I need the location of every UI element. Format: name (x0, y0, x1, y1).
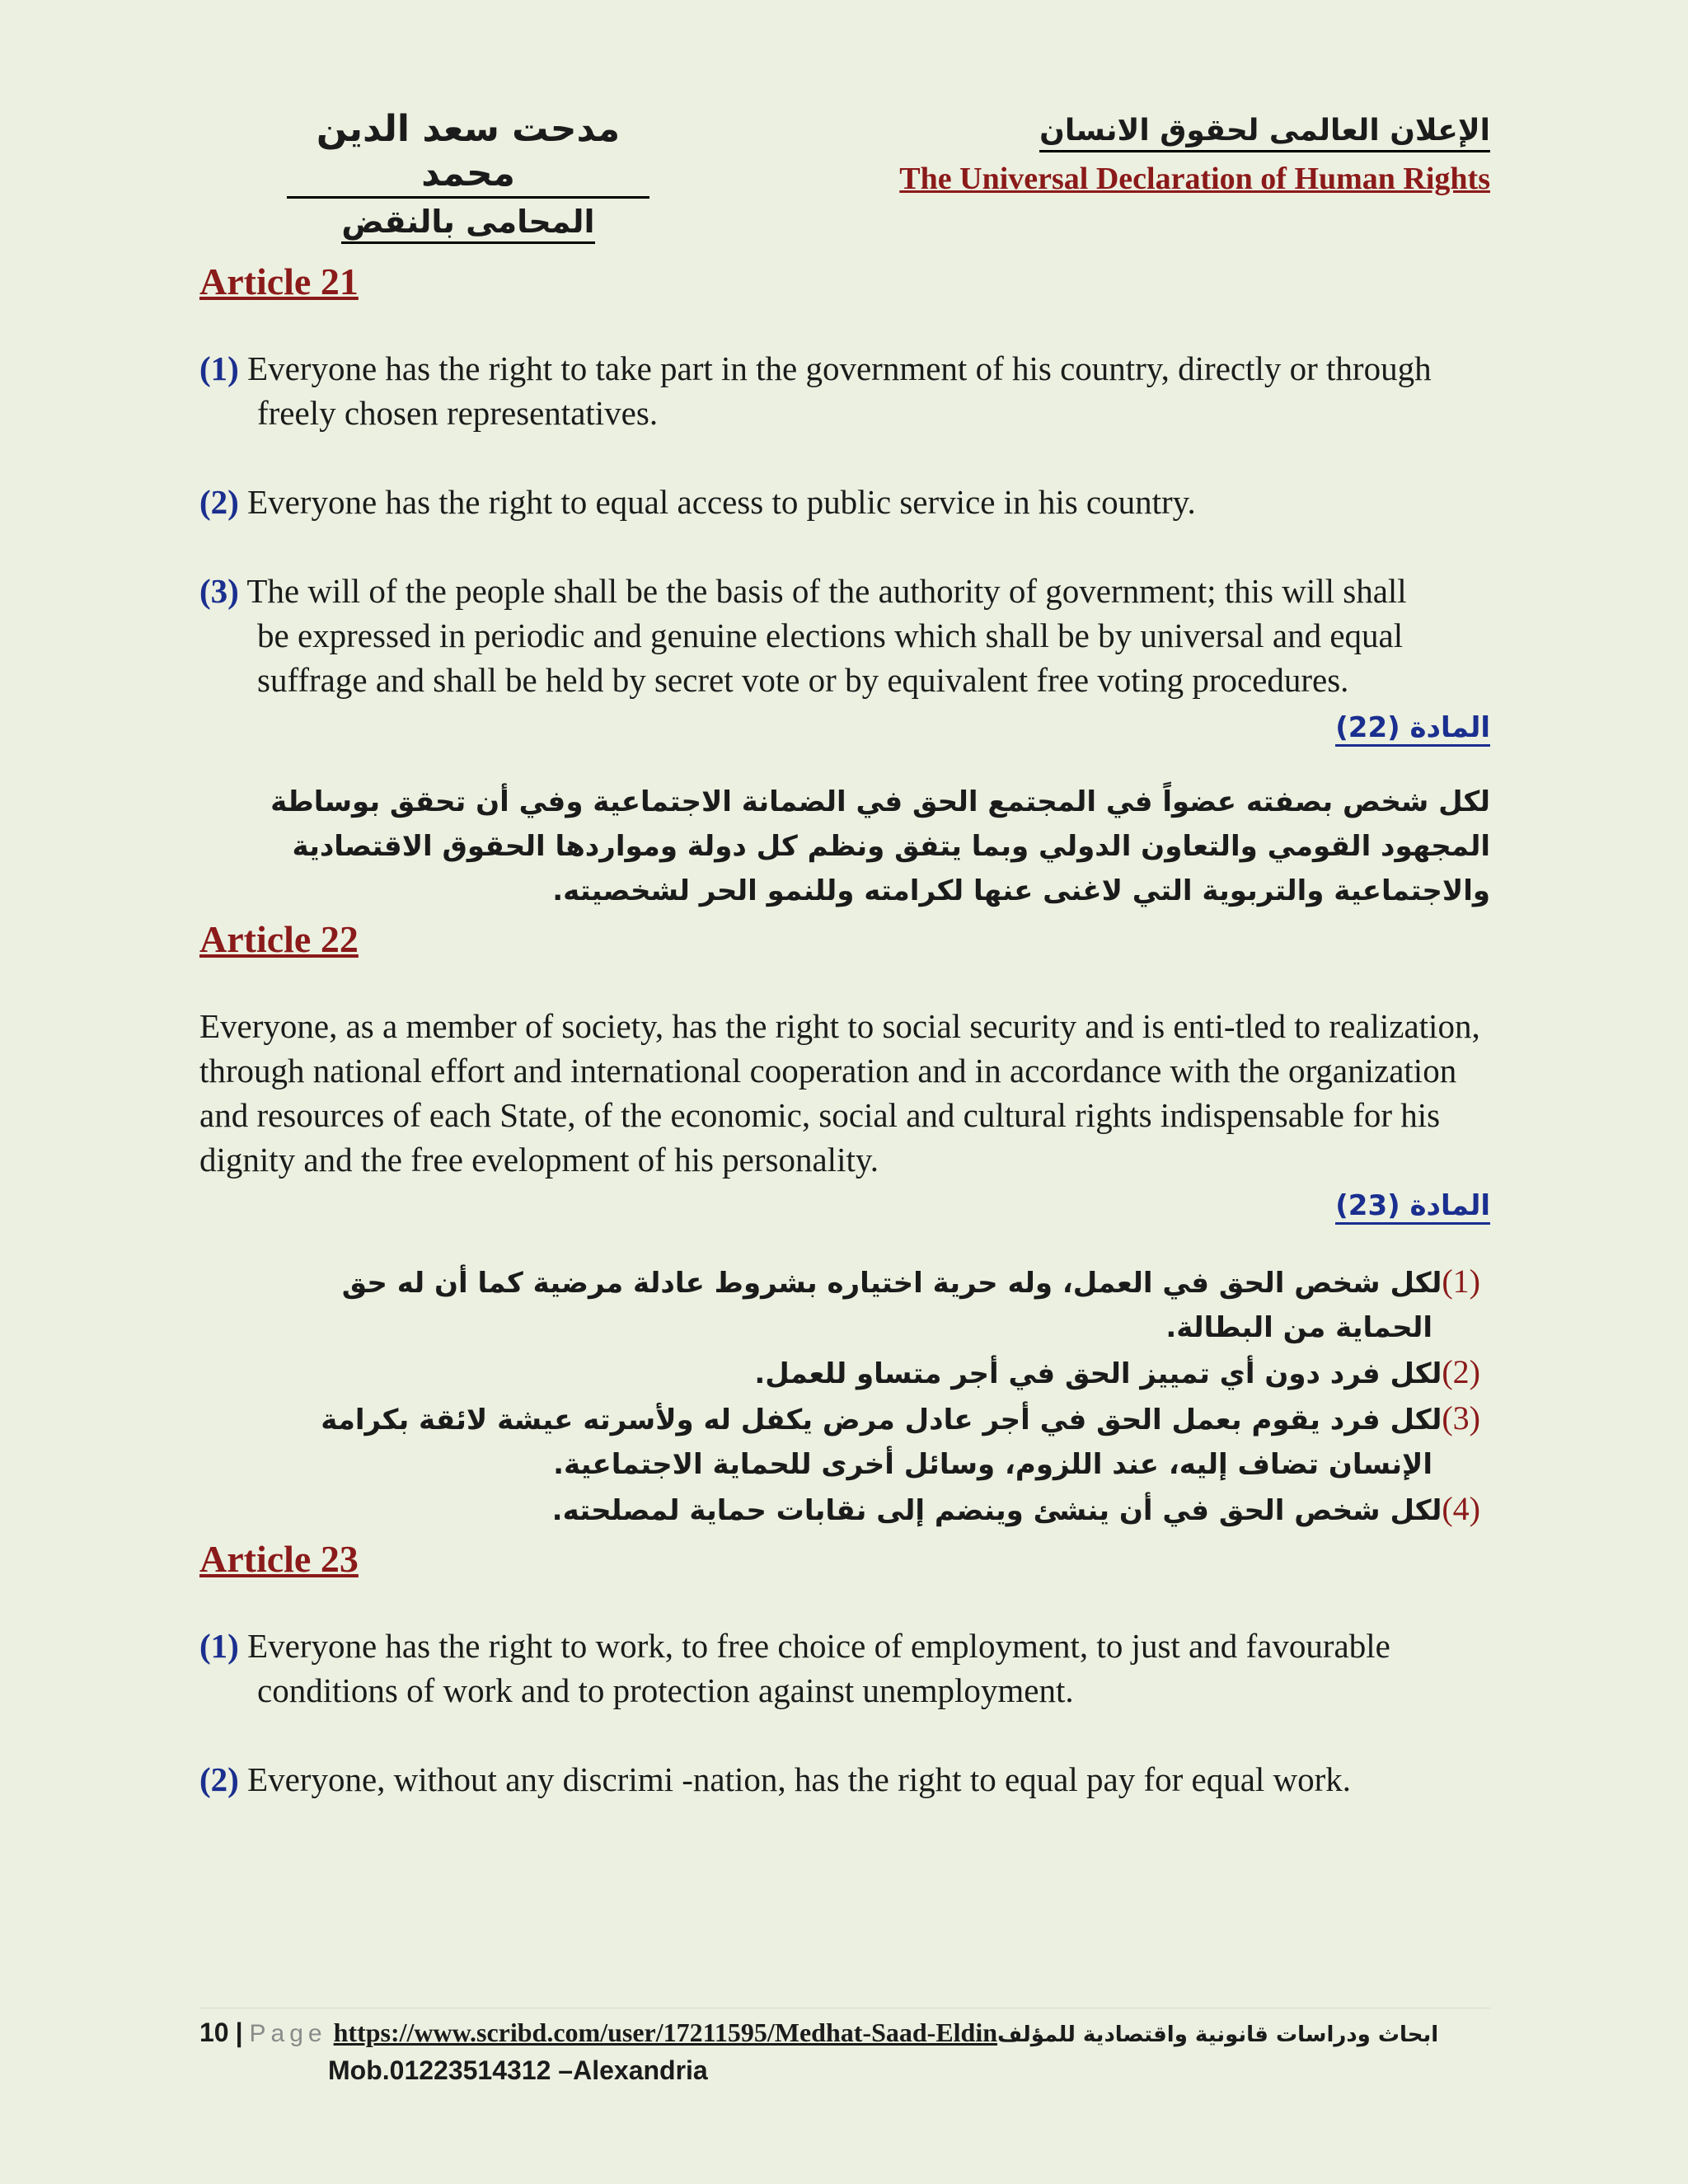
article-22-title: Article 22 (199, 918, 359, 960)
article-23-para-2 (199, 1757, 1490, 1802)
udhr-english-title: The Universal Declaration of Human Rights (899, 162, 1490, 196)
page-number: 10 (199, 2018, 229, 2047)
madda-22-text: لكل شخص بصفته عضواً في المجتمع الحق في الضمانة الاجتماعية وفي أن تحقق بوساطة المجهود القومي والتعاون الدولي وبما يتفق ونظم كل دولة ومواردها الحقوق الاقتصادية والاجتماعية والتربوية التي لاغنى عنها لكرامته وللنمو الحر لشخصيته. (270, 785, 1490, 907)
madda-22-heading (199, 707, 1490, 748)
para-text: Everyone has the right to take part in the government of his country, directly or through freely chosen representatives. (247, 349, 1432, 432)
document-header (781, 112, 1490, 199)
list-number: (3) (1442, 1399, 1480, 1436)
list-text: لكل شخص الحق في أن ينشئ وينضم إلى نقابات حماية لمصلحته. (551, 1494, 1442, 1527)
page-word: Page (249, 2020, 327, 2047)
list-item (249, 1487, 1480, 1533)
list-text: لكل شخص الحق في العمل، وله حرية اختياره بشروط عادلة مرضية كما أن له حق الحماية من البطالة. (341, 1267, 1442, 1344)
para-number: (1) (199, 349, 239, 387)
footer-line (199, 2015, 1490, 2052)
list-number: (2) (1442, 1353, 1480, 1390)
para-number: (2) (199, 1760, 239, 1798)
list-item (249, 1259, 1480, 1350)
list-text: لكل فرد دون أي تمييز الحق في أجر متساو للعمل. (754, 1357, 1442, 1390)
para-text: Everyone has the right to equal access to public service in his country. (247, 483, 1196, 521)
page-footer (199, 2008, 1490, 2088)
article-23-para-1 (199, 1624, 1490, 1713)
para-text: Everyone has the right to work, to free choice of employment, to just and favourable conditions of work and to protection against unemployment. (247, 1627, 1390, 1709)
madda-22-heading-text: المادة (22) (1335, 711, 1490, 747)
article-21-title: Article 21 (199, 260, 359, 302)
article-22-text: Everyone, as a member of society, has the right to social security and is enti-tled to realization, through national effort and international cooperation and in accordance with the organization and resources of each State, of the economic, social and cultural rights indispensable for his dignity and the free evelopment of his personality. (199, 1007, 1480, 1179)
article-21-para-1 (199, 346, 1490, 435)
list-text: لكل فرد يقوم بعمل الحق في أجر عادل مرض يكفل له ولأسرته عيشة لائقة بكرامة الإنسان تضاف إليه، عند اللزوم، وسائل أخرى للحماية الاجتماعية. (321, 1404, 1442, 1481)
article-21-para-2 (199, 480, 1490, 524)
list-item (249, 1396, 1480, 1487)
para-text: Everyone, without any discrimi -nation, has the right to equal pay for equal work. (247, 1760, 1352, 1798)
list-item (249, 1350, 1480, 1396)
madda-23-heading-text: المادة (23) (1335, 1189, 1490, 1225)
author-link[interactable]: https://www.scribd.com/user/17211595/Medhat-Saad-Eldin (333, 2018, 998, 2047)
udhr-arabic-title: الإعلان العالمى لحقوق الانسان (1039, 112, 1490, 152)
author-block (287, 107, 649, 244)
footer-arabic-note: ابحاث ودراسات قانونية واقتصادية للمؤلف (997, 2022, 1439, 2047)
para-text: The will of the people shall be the basis of the authority of government; this will shall be expressed in periodic and genuine elections which shall be by universal and equal suffrage and shall be held by secret vote or by equivalent free voting procedures. (246, 572, 1407, 699)
madda-23-list (199, 1259, 1490, 1533)
footer-mobile: Mob.01223514312 –Alexandria (328, 2055, 708, 2085)
madda-23-heading (199, 1185, 1490, 1226)
page-content (199, 255, 1490, 1802)
list-number: (4) (1442, 1490, 1480, 1527)
para-number: (3) (199, 572, 239, 610)
author-name: مدحت سعد الدين محمد (287, 107, 649, 199)
author-title: المحامى بالنقض (341, 202, 594, 244)
footer-separator: | (235, 2018, 243, 2047)
para-number: (1) (199, 1627, 239, 1665)
article-23-title: Article 23 (199, 1538, 359, 1580)
para-number: (2) (199, 483, 239, 521)
list-number: (1) (1442, 1263, 1480, 1300)
article-21-para-3 (199, 569, 1490, 702)
